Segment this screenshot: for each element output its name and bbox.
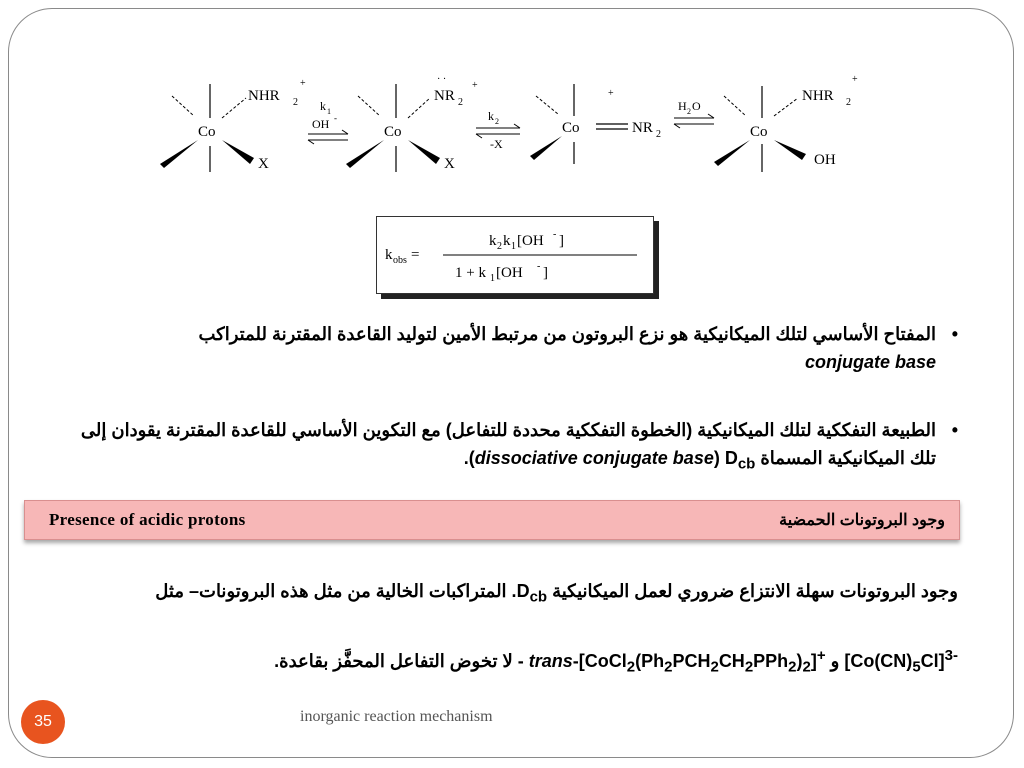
k-symbol: k [503, 233, 511, 249]
subscript: 2 [710, 658, 719, 676]
formula-cobalt-cyanide [844, 647, 958, 676]
subscript: 2 [788, 658, 797, 676]
rate-law-equation [377, 217, 653, 293]
formula-part: PPh [753, 651, 789, 671]
denominator [455, 261, 548, 284]
charge-label: - [334, 113, 337, 123]
subscript: 2 [293, 97, 298, 108]
subscript: 2 [802, 658, 811, 676]
bullet-term: dissociative conjugate base [474, 448, 714, 468]
subscript: 5 [912, 658, 921, 676]
formula-part: CH [718, 651, 745, 671]
equilibrium-arrow-1 [308, 99, 348, 144]
mechanism-symbol [724, 448, 756, 473]
formula-prefix: trans [528, 651, 573, 671]
bullet-term: conjugate base [804, 352, 936, 372]
formula-part: [Co(CN) [844, 651, 913, 671]
superscript: 3- [944, 647, 958, 664]
k-symbol: k [489, 233, 497, 249]
bullet-dot: • [951, 324, 958, 344]
denominator-term: 1 + k [455, 265, 486, 281]
subscript: 2 [687, 107, 691, 116]
complex-4 [714, 74, 858, 172]
formula-part: ) [796, 651, 803, 671]
co-label: Co [562, 120, 580, 136]
subscript: 2 [656, 129, 661, 140]
ligand-label: NR [632, 120, 653, 136]
paren: ). [463, 448, 475, 468]
section-title-en: Presence of acidic protons [49, 510, 246, 529]
superscript: - [553, 229, 557, 240]
conjunction: و [825, 651, 845, 671]
rate-constant: k [320, 99, 326, 113]
mechanism-symbol [516, 581, 548, 606]
subscript: 1 [511, 241, 516, 252]
formula-part: (Ph [635, 651, 665, 671]
co-label: Co [384, 124, 402, 140]
bullet-item [76, 416, 958, 479]
subscript: 2 [458, 97, 463, 108]
ligand-label: NHR [802, 88, 834, 104]
bullet-text: الطبيعة التفككية لتلك الميكانيكية (الخطوة التفككية محددة للتفاعل) مع التكوين الأساسي للقاعدة المقترنة يقودان إلى تلك الميكانيكية المسماة [80, 420, 936, 468]
equals-sign: = [411, 247, 420, 263]
symbol-d: D [516, 581, 530, 601]
bullet-item [76, 320, 958, 376]
subscript: 2 [626, 658, 636, 676]
charge-label: + [852, 74, 858, 85]
paragraph-line [60, 578, 958, 611]
co-label: Co [750, 124, 768, 140]
subscript: 2 [495, 117, 499, 126]
reagent-label: OH [312, 117, 330, 131]
leaving-group-label: X [258, 156, 269, 172]
hydroxo-label: OH [814, 152, 836, 168]
formula-part: ] [810, 651, 817, 671]
numerator [489, 229, 564, 252]
footer-caption: inorganic reaction mechanism [300, 708, 493, 725]
paragraph-text: وجود البروتونات سهلة الانتزاع ضروري لعمل الميكانيكية [552, 581, 958, 601]
formula-cobalt-phosphine [528, 647, 826, 676]
ligand-label: NHR [248, 88, 280, 104]
section-header [24, 500, 960, 540]
subscript: 2 [846, 97, 851, 108]
concentration: [OH [496, 265, 523, 281]
formula-part: PCH [672, 651, 711, 671]
page-number: 35 [34, 713, 52, 730]
subscript: cb [737, 455, 756, 473]
subscript: 2 [497, 241, 502, 252]
complex-1 [160, 78, 306, 172]
subscript: 1 [327, 107, 331, 116]
charge-label: + [472, 80, 478, 91]
paren: ( [713, 448, 725, 468]
charge-label: + [300, 78, 306, 89]
subscript: 1 [490, 273, 495, 284]
concentration: [OH [517, 233, 544, 249]
paragraph-text: . المتراكبات الخالية من مثل هذه البروتونات– مثل [155, 581, 517, 601]
leaving-group-label: X [444, 156, 455, 172]
rate-constant: k [488, 109, 494, 123]
reagent-label: O [692, 99, 701, 113]
bracket: ] [559, 233, 564, 249]
reagent-label: H [678, 99, 687, 113]
equilibrium-arrow-3 [674, 99, 714, 128]
rate-law-box [376, 216, 654, 294]
superscript: - [537, 261, 541, 272]
complex-2 [346, 74, 478, 172]
bullet-text: المفتاح الأساسي لتلك الميكانيكية هو نزع البروتون من مرتبط الأمين لتوليد القاعدة المقترنة للمتراكب [198, 324, 936, 344]
ligand-label: NR [434, 88, 455, 104]
equilibrium-arrow-2 [476, 109, 520, 151]
charge-label: + [608, 88, 614, 99]
paragraph-line [60, 643, 958, 681]
formula-part: Cl] [920, 651, 945, 671]
section-title-ar: وجود البروتونات الحمضية [779, 512, 945, 529]
page-number-badge [21, 700, 65, 744]
subscript: obs [393, 255, 407, 266]
subscript: 2 [744, 658, 754, 676]
bracket: ] [543, 265, 548, 281]
lone-pair-dots: · · [437, 74, 447, 85]
complex-3 [530, 84, 661, 164]
superscript: + [816, 647, 826, 664]
k-symbol: k [385, 247, 393, 263]
reaction-scheme [150, 68, 870, 188]
bullet-dot: • [951, 420, 958, 440]
co-label: Co [198, 124, 216, 140]
symbol-d: D [724, 448, 738, 468]
formula-part: -[CoCl [572, 651, 627, 671]
subscript: cb [529, 588, 548, 606]
reagent-label: -X [490, 137, 503, 151]
paragraph-text: - لا تخوض التفاعل المحفَّز بقاعدة. [274, 651, 524, 671]
subscript: 2 [664, 658, 673, 676]
